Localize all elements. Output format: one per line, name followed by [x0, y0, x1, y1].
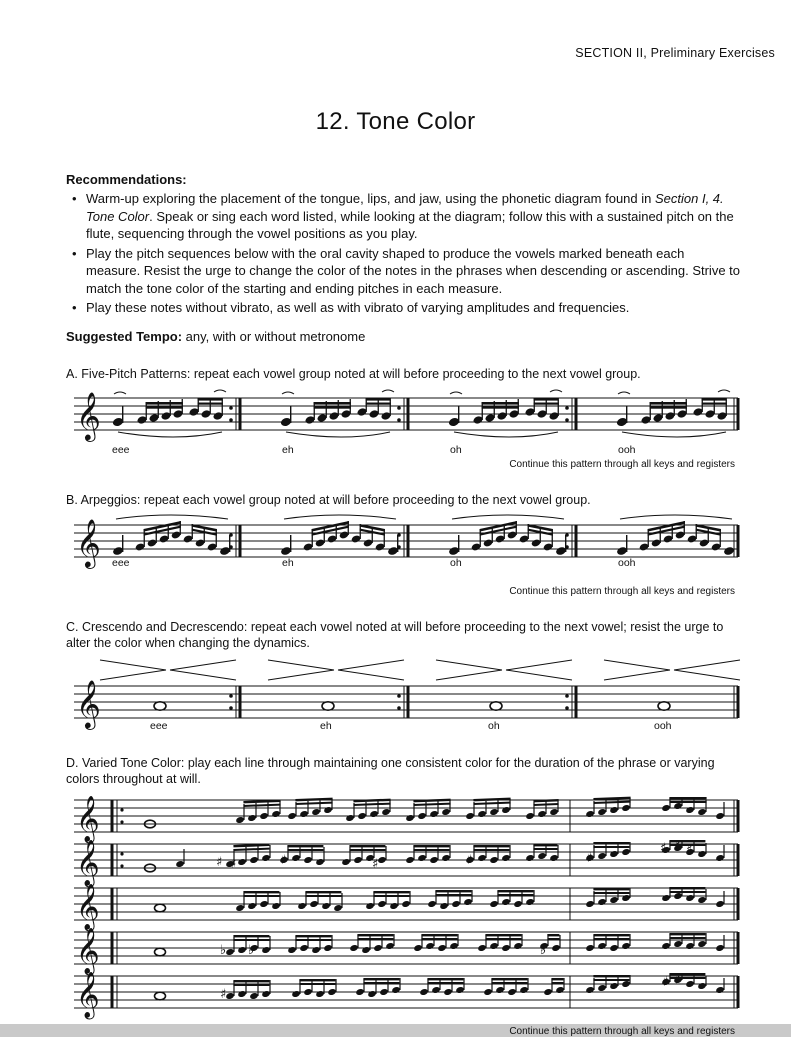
svg-text:𝄞: 𝄞	[76, 391, 101, 440]
svg-text:♯: ♯	[660, 840, 667, 856]
vowel-label: ooh	[618, 556, 636, 569]
vowel-label: oh	[488, 719, 500, 732]
svg-text:♯: ♯	[686, 842, 693, 858]
svg-text:♯: ♯	[586, 850, 593, 866]
exercise-c	[66, 619, 741, 733]
vowel-label: oh	[450, 556, 462, 569]
svg-text:♯: ♯	[674, 838, 681, 854]
svg-text:♭: ♭	[220, 942, 227, 958]
rec-text-1a: Warm-up exploring the placement of the tongue, lips, and jaw, using the phonetic diagram found in	[86, 191, 655, 206]
list-item	[84, 190, 741, 243]
list-item	[84, 245, 741, 298]
vowel-label: eh	[282, 556, 294, 569]
svg-text:♭: ♭	[540, 942, 547, 958]
svg-text:𝄞: 𝄞	[76, 927, 100, 974]
vowel-label: eee	[112, 556, 130, 569]
recommendations-heading: Recommendations:	[66, 172, 187, 187]
svg-text:♯: ♯	[280, 852, 287, 868]
exercise-b-label: B. Arpeggios: repeat each vowel group noted at will before proceeding to the next vowel group.	[66, 493, 591, 507]
exercise-a-continue-note: Continue this pattern through all keys and registers	[509, 459, 735, 470]
exercise-a-vowels	[70, 444, 741, 457]
vowel-label: ooh	[654, 719, 672, 732]
svg-text:𝄞: 𝄞	[76, 795, 100, 842]
exercise-d-continue-note: Continue this pattern through all keys and registers	[509, 1025, 735, 1037]
exercise-d	[66, 755, 741, 1037]
rec-text-1b: . Speak or sing each word listed, while looking at the diagram; follow this with a sustained pitch on the flute, sequencing through the vowel positions as you play.	[86, 208, 734, 241]
rec-text-2a: Play the pitch sequences below with the oral cavity shaped to produce the vowels marked beneath each measure. Resist the urge to change the color of the notes in the phrases when descending or ascending. Strive to match the tone color of the starting and ending pitches in each measure.	[86, 245, 741, 296]
exercise-b-staff	[70, 515, 741, 584]
exercise-b-vowels	[70, 556, 741, 584]
vowel-label: eee	[150, 719, 168, 732]
list-item	[84, 299, 741, 317]
exercise-c-staff	[70, 658, 741, 733]
svg-text:♯: ♯	[220, 986, 227, 1002]
exercise-c-label: C. Crescendo and Decrescendo: repeat each vowel noted at will before proceeding to the next vowel; resist the urge to alter the color when changing the dynamics.	[66, 619, 724, 650]
page-title: 12. Tone Color	[315, 108, 476, 135]
suggested-tempo	[66, 329, 741, 344]
exercise-d-label: D. Varied Tone Color: play each line through maintaining one consistent color for the duration of the phrase or varying colors throughout at will.	[66, 755, 715, 786]
exercise-b	[66, 492, 741, 597]
svg-text:♯: ♯	[466, 852, 473, 868]
rec-italic-1: Section I, 4. Tone Color	[86, 191, 724, 224]
vowel-label: eh	[282, 444, 294, 456]
svg-text:♯: ♯	[662, 974, 669, 990]
exercise-a-staff	[70, 388, 741, 457]
svg-text:♭: ♭	[248, 942, 255, 958]
svg-text:𝄞: 𝄞	[76, 839, 100, 886]
vowel-label: eee	[112, 444, 130, 456]
rec-text-3a: Play these notes without vibrato, as well as with vibrato of varying amplitudes and frequencies.	[86, 300, 630, 315]
page-content	[66, 172, 741, 1037]
tempo-value: any, with or without metronome	[182, 328, 366, 344]
svg-text:♯: ♯	[372, 856, 379, 872]
vowel-label: eh	[320, 719, 332, 732]
vowel-label: ooh	[618, 444, 636, 456]
vowel-label: oh	[450, 444, 462, 456]
svg-text:𝄞: 𝄞	[76, 971, 100, 1018]
exercise-b-continue-note: Continue this pattern through all keys and registers	[509, 585, 735, 597]
svg-text:♯: ♯	[674, 972, 681, 988]
exercise-c-vowels	[70, 720, 741, 733]
tempo-label: Suggested Tempo:	[66, 328, 183, 344]
exercise-a	[66, 366, 741, 471]
page-header: SECTION II, Preliminary Exercises	[575, 46, 775, 60]
svg-text:𝄞: 𝄞	[76, 517, 101, 567]
exercise-d-staves	[70, 794, 741, 1024]
svg-text:♯: ♯	[230, 856, 237, 872]
exercise-a-label: A. Five-Pitch Patterns: repeat each vowel group noted at will before proceeding to the next vowel group.	[66, 366, 641, 381]
recommendations-list	[66, 190, 741, 317]
svg-text:𝄞: 𝄞	[76, 883, 100, 930]
svg-text:𝄞: 𝄞	[76, 678, 101, 728]
svg-text:♯: ♯	[216, 854, 223, 870]
